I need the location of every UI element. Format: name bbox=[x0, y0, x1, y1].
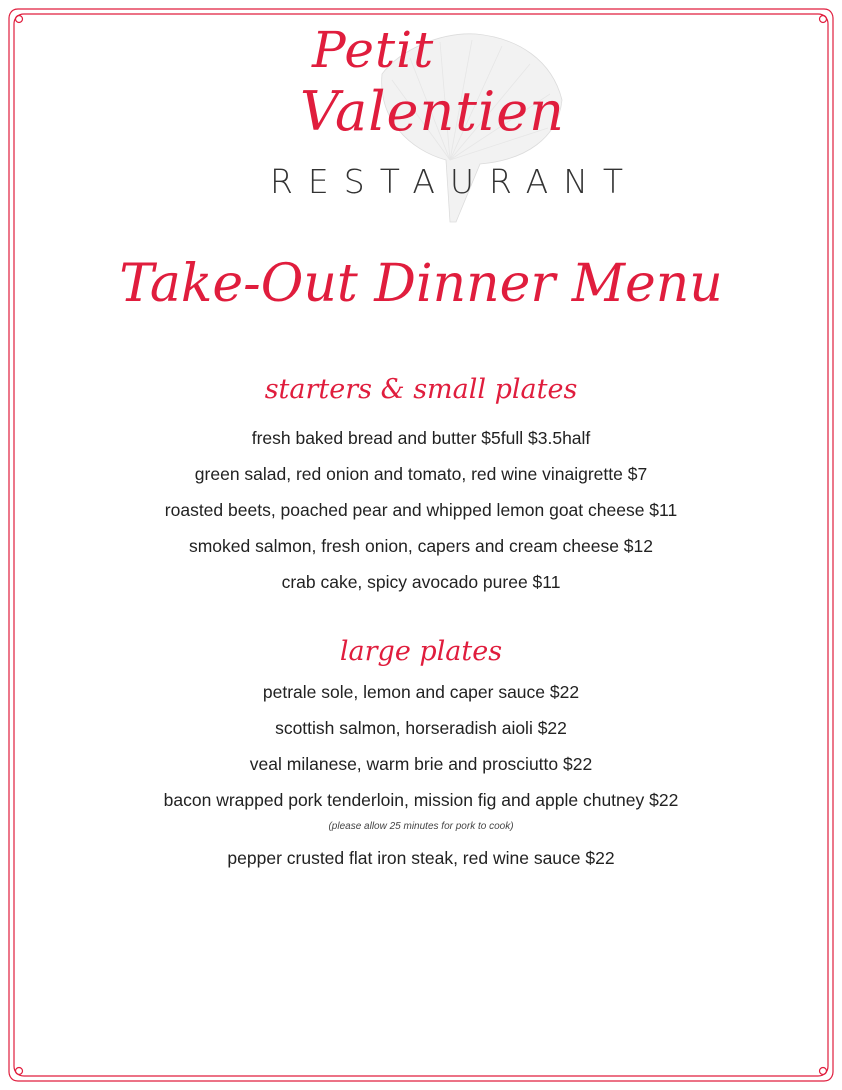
menu-item: roasted beets, poached pear and whipped lemon goat cheese $11 bbox=[164, 500, 678, 520]
menu-item: veal milanese, warm brie and prosciutto $22 bbox=[249, 754, 593, 774]
section-title-large-plates: large plates bbox=[339, 636, 503, 667]
menu-item: crab cake, spicy avocado puree $11 bbox=[281, 572, 561, 592]
restaurant-logo bbox=[0, 0, 842, 230]
large-plates-list bbox=[0, 674, 842, 876]
menu-item: green salad, red onion and tomato, red wine vinaigrette $7 bbox=[194, 464, 648, 484]
brand-name-line1: Petit bbox=[312, 21, 435, 79]
menu-item: pepper crusted flat iron steak, red wine sauce $22 bbox=[227, 848, 615, 868]
menu-title: Take-Out Dinner Menu bbox=[119, 254, 723, 314]
brand-name-line2: Valentien bbox=[300, 80, 565, 143]
brand-subtitle: RESTAURANT bbox=[270, 162, 639, 201]
section-title-starters: starters & small plates bbox=[264, 374, 578, 405]
menu-item-note: (please allow 25 minutes for pork to cook) bbox=[328, 821, 514, 832]
menu-item: scottish salmon, horseradish aioli $22 bbox=[275, 718, 567, 738]
menu-item: smoked salmon, fresh onion, capers and cream cheese $12 bbox=[188, 536, 653, 556]
menu-item: fresh baked bread and butter $5full $3.5half bbox=[251, 428, 591, 448]
starters-list bbox=[0, 420, 842, 600]
menu-item: petrale sole, lemon and caper sauce $22 bbox=[262, 682, 580, 702]
menu-item: bacon wrapped pork tenderloin, mission fig and apple chutney $22 bbox=[163, 790, 679, 810]
